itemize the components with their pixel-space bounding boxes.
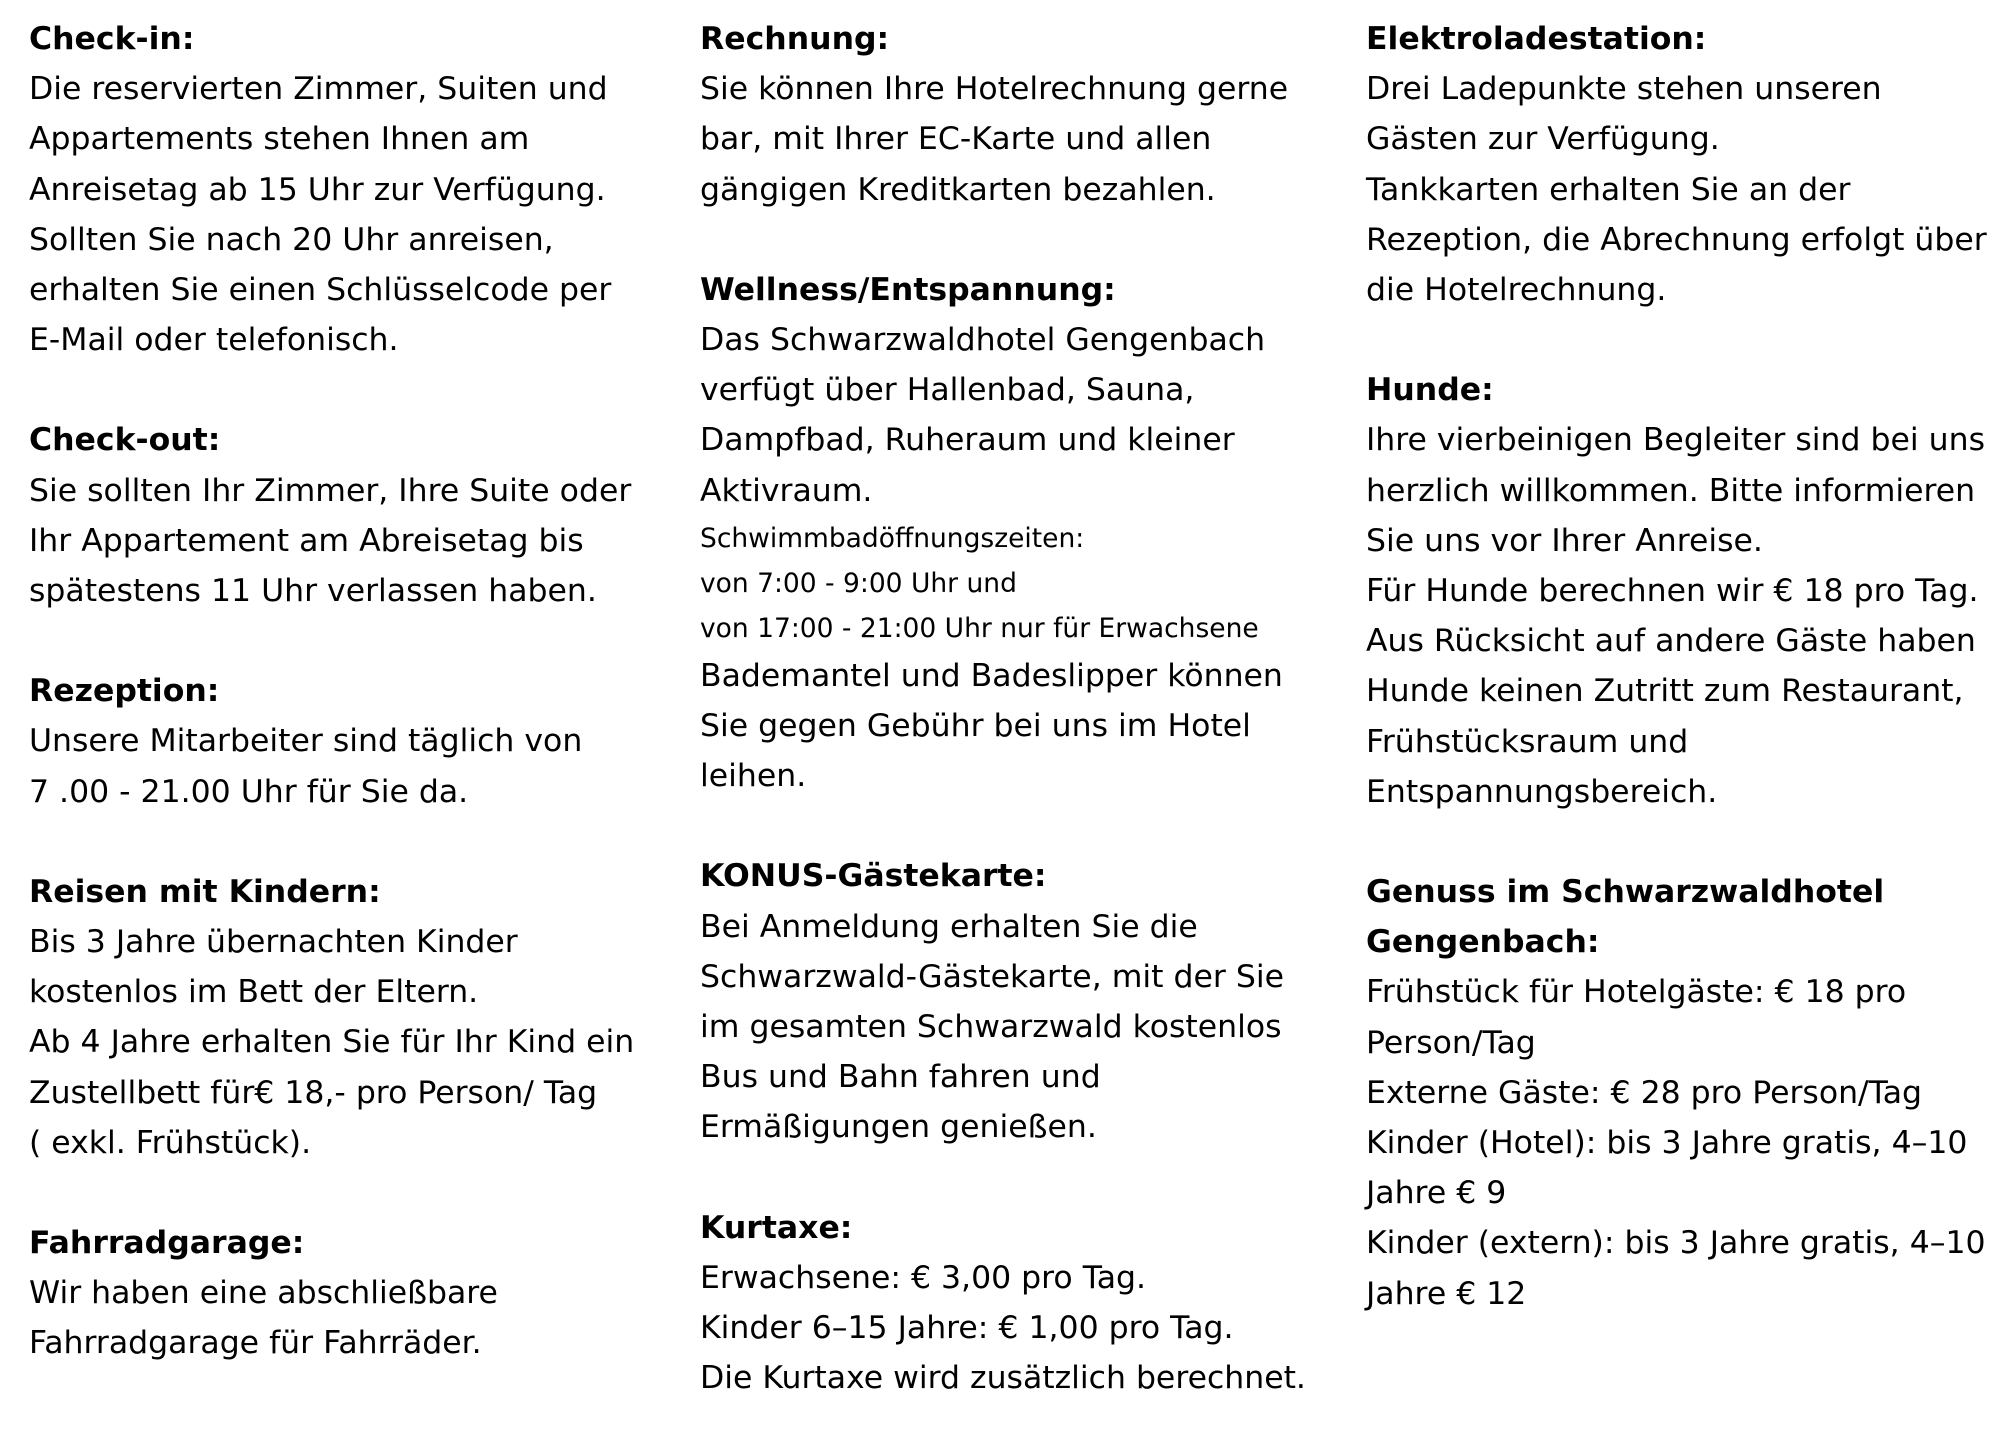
section-text-line: Bei Anmeldung erhalten Sie die: [700, 908, 1198, 945]
section-text-line: Bademantel und Badeslipper können: [700, 657, 1283, 694]
section-text-line: leihen.: [700, 758, 807, 795]
section-text-line: Fahrradgarage für Fahrräder.: [29, 1325, 482, 1362]
section-text-line: Ihr Appartement am Abreisetag bis: [29, 522, 584, 559]
section-text-line: verfügt über Hallenbad, Sauna,: [700, 372, 1195, 409]
section-heading: Check-out:: [29, 422, 221, 459]
section-check-in: [29, 14, 669, 365]
section-hunde: [1366, 365, 1986, 817]
section-text-line: Anreisetag ab 15 Uhr zur Verfügung.: [29, 171, 606, 208]
section-text-line: Für Hunde berechnen wir € 18 pro Tag.: [1366, 573, 1979, 610]
info-column-right: [1366, 14, 1986, 1369]
section-text-line: Ab 4 Jahre erhalten Sie für Ihr Kind ein: [29, 1024, 635, 1061]
section-text-line: Jahre € 9: [1366, 1175, 1507, 1212]
info-column-left: [29, 14, 669, 1419]
section-text-line: Frühstücksraum und: [1366, 723, 1689, 760]
section-text-line: Frühstück für Hotelgäste: € 18 pro: [1366, 974, 1907, 1011]
section-rechnung: [700, 14, 1340, 215]
section-text-line: Externe Gäste: € 28 pro Person/Tag: [1366, 1074, 1922, 1111]
section-text-line: Rezeption, die Abrechnung erfolgt über: [1366, 221, 1987, 258]
section-elektroladestation: [1366, 14, 1986, 315]
section-text-line: Jahre € 12: [1366, 1275, 1527, 1312]
section-text-line: Drei Ladepunkte stehen unseren: [1366, 71, 1882, 108]
section-text-line: Sollten Sie nach 20 Uhr anreisen,: [29, 221, 554, 258]
section-reisen-mit-kindern: [29, 867, 669, 1168]
section-heading: KONUS-Gästekarte:: [700, 858, 1047, 895]
section-text-line: Entspannungsbereich.: [1366, 773, 1718, 810]
section-heading: Wellness/Entspannung:: [700, 271, 1116, 308]
section-heading: Check-in:: [29, 21, 195, 57]
section-text-line: E-Mail oder telefonisch.: [29, 322, 399, 359]
section-text-line: Kinder (Hotel): bis 3 Jahre gratis, 4–10: [1366, 1125, 1968, 1162]
section-text-line: Ermäßigungen genießen.: [700, 1109, 1097, 1146]
section-heading: Hunde:: [1366, 372, 1494, 409]
section-text-line: Sie uns vor Ihrer Anreise.: [1366, 522, 1763, 559]
section-text-line: Kinder 6–15 Jahre: € 1,00 pro Tag.: [700, 1310, 1234, 1347]
section-text-line: bar, mit Ihrer EC-Karte und allen: [700, 121, 1212, 158]
section-text-line: Erwachsene: € 3,00 pro Tag.: [700, 1259, 1147, 1296]
section-text-line: Aus Rücksicht auf andere Gäste haben: [1366, 623, 1976, 660]
section-text-line: Appartements stehen Ihnen am: [29, 121, 530, 158]
section-heading: Rezeption:: [29, 673, 220, 710]
section-text-line: Person/Tag: [1366, 1024, 1536, 1061]
section-text-line: Aktivraum.: [700, 472, 873, 509]
section-rezeption: [29, 666, 669, 817]
section-text-line: 7 .00 - 21.00 Uhr für Sie da.: [29, 773, 469, 810]
section-fahrradgarage: [29, 1218, 669, 1369]
section-text-line: Sie können Ihre Hotelrechnung gerne: [700, 71, 1289, 108]
section-text-line: Zustellbett für€ 18,- pro Person/ Tag: [29, 1074, 598, 1111]
section-text-line: gängigen Kreditkarten bezahlen.: [700, 171, 1216, 208]
section-text-line: Sie sollten Ihr Zimmer, Ihre Suite oder: [29, 472, 632, 509]
pool-hours-line: von 17:00 - 21:00 Uhr nur für Erwachsene: [700, 612, 1259, 644]
section-text-line: Gästen zur Verfügung.: [1366, 121, 1720, 158]
section-text-line: Wir haben eine abschließbare: [29, 1275, 498, 1312]
section-text-line: Hunde keinen Zutritt zum Restaurant,: [1366, 673, 1964, 710]
section-text-line: Das Schwarzwaldhotel Gengenbach: [700, 322, 1266, 359]
section-heading: Kurtaxe:: [700, 1209, 853, 1246]
section-text-line: Sie gegen Gebühr bei uns im Hotel: [700, 708, 1251, 745]
section-text-line: Tankkarten erhalten Sie an der: [1366, 171, 1851, 208]
section-text-line: Dampfbad, Ruheraum und kleiner: [700, 422, 1235, 459]
section-check-out: [29, 415, 669, 616]
section-kurtaxe: [700, 1203, 1340, 1404]
section-text-line: Unsere Mitarbeiter sind täglich von: [29, 723, 583, 760]
section-text-line: Die Kurtaxe wird zusätzlich berechnet.: [700, 1360, 1306, 1397]
section-text-line: Bis 3 Jahre übernachten Kinder: [29, 924, 518, 961]
section-heading: Elektroladestation:: [1366, 21, 1707, 57]
section-text-line: Ihre vierbeinigen Begleiter sind bei uns: [1366, 422, 1986, 459]
info-column-middle: [700, 14, 1340, 1453]
section-text-line: erhalten Sie einen Schlüsselcode per: [29, 272, 612, 309]
section-genuss: [1366, 867, 1986, 1319]
section-text-line: Schwarzwald-Gästekarte, mit der Sie: [700, 958, 1284, 995]
section-text-line: ( exkl. Frühstück).: [29, 1124, 312, 1161]
section-text-line: Kinder (extern): bis 3 Jahre gratis, 4–10: [1366, 1225, 1986, 1262]
section-heading: Reisen mit Kindern:: [29, 873, 381, 910]
section-text-line: spätestens 11 Uhr verlassen haben.: [29, 573, 597, 610]
pool-hours-line: Schwimmbadöffnungszeiten:: [700, 522, 1085, 554]
section-text-line: Bus und Bahn fahren und: [700, 1059, 1101, 1096]
section-text-line: im gesamten Schwarzwald kostenlos: [700, 1009, 1282, 1046]
section-heading: Rechnung:: [700, 21, 890, 57]
section-konus-gaestekarte: [700, 851, 1340, 1152]
section-text-line: die Hotelrechnung.: [1366, 272, 1667, 309]
section-text-line: Die reservierten Zimmer, Suiten und: [29, 71, 608, 108]
section-text-line: kostenlos im Bett der Eltern.: [29, 974, 479, 1011]
section-heading: Gengenbach:: [1366, 924, 1600, 961]
section-text-line: herzlich willkommen. Bitte informieren: [1366, 472, 1976, 509]
section-heading: Genuss im Schwarzwaldhotel: [1366, 874, 1885, 911]
pool-hours-line: von 7:00 - 9:00 Uhr und: [700, 567, 1017, 599]
section-wellness: [700, 265, 1340, 802]
section-heading: Fahrradgarage:: [29, 1225, 305, 1262]
